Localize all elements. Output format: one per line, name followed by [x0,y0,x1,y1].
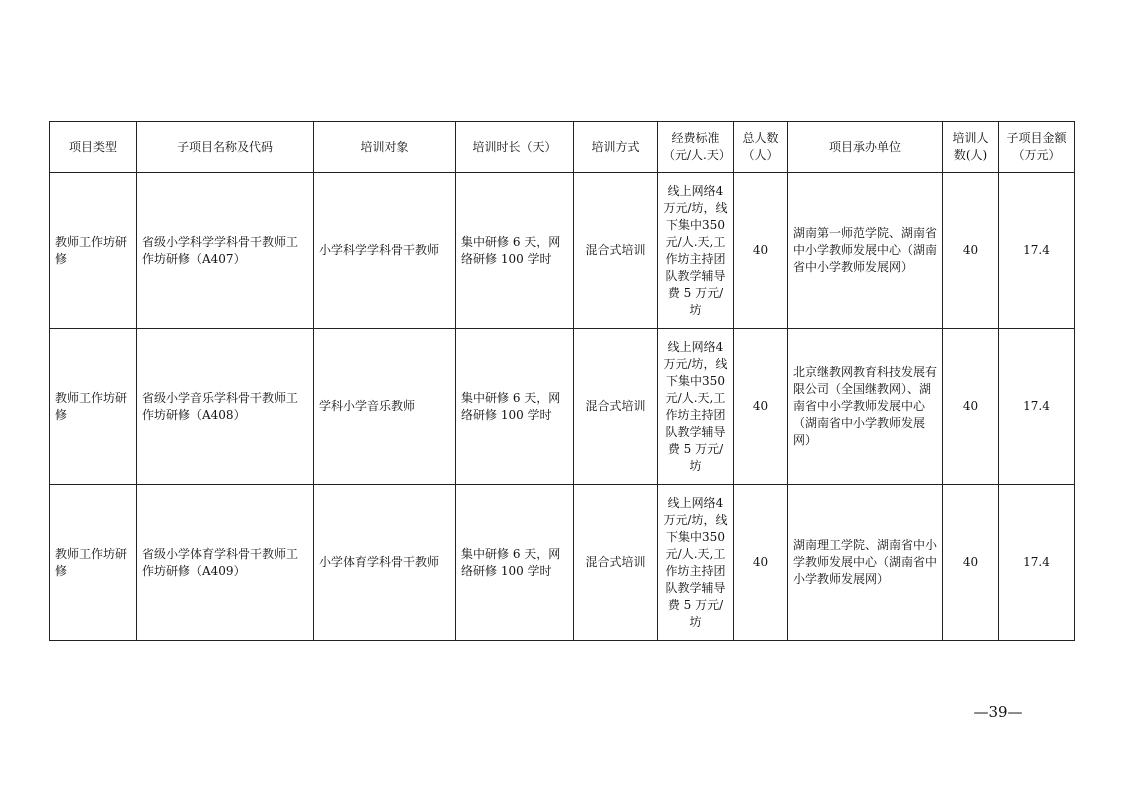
cell-organizer: 湖南理工学院、湖南省中小学教师发展中心（湖南省中小学教师发展网） [788,485,943,641]
cell-project-type: 教师工作坊研修 [50,329,137,485]
cell-method: 混合式培训 [574,329,658,485]
cell-target: 小学科学学科骨干教师 [314,173,456,329]
header-duration: 培训时长（天） [456,122,574,173]
cell-duration: 集中研修 6 天，网络研修 100 学时 [456,485,574,641]
cell-subproject-name: 省级小学音乐学科骨干教师工作坊研修（A408） [137,329,314,485]
cell-fee: 线上网络4万元/坊，线下集中350元/人.天,工作坊主持团队教学辅导费 5 万元/坊 [658,329,734,485]
header-fee: 经费标准（元/人.天） [658,122,734,173]
page-number: —39— [973,703,1023,721]
cell-subproject-name: 省级小学科学学科骨干教师工作坊研修（A407） [137,173,314,329]
cell-total: 40 [734,329,788,485]
cell-amount: 17.4 [999,329,1075,485]
cell-project-type: 教师工作坊研修 [50,173,137,329]
cell-method: 混合式培训 [574,173,658,329]
cell-duration: 集中研修 6 天，网络研修 100 学时 [456,329,574,485]
cell-total: 40 [734,485,788,641]
cell-duration: 集中研修 6 天，网络研修 100 学时 [456,173,574,329]
header-target: 培训对象 [314,122,456,173]
cell-trainees: 40 [943,485,999,641]
cell-organizer: 北京继教网教育科技发展有限公司（全国继教网）、湖南省中小学教师发展中心（湖南省中小学教师发展网） [788,329,943,485]
table-header-row [50,122,1075,173]
cell-fee: 线上网络4万元/坊，线下集中350元/人.天,工作坊主持团队教学辅导费 5 万元/坊 [658,173,734,329]
cell-organizer: 湖南第一师范学院、湖南省中小学教师发展中心（湖南省中小学教师发展网） [788,173,943,329]
header-subproject-name: 子项目名称及代码 [137,122,314,173]
cell-method: 混合式培训 [574,485,658,641]
table-row [50,329,1075,485]
header-total: 总人数（人） [734,122,788,173]
cell-subproject-name: 省级小学体育学科骨干教师工作坊研修（A409） [137,485,314,641]
project-table [49,121,1075,641]
header-trainees: 培训人数(人) [943,122,999,173]
cell-trainees: 40 [943,173,999,329]
cell-target: 小学体育学科骨干教师 [314,485,456,641]
cell-project-type: 教师工作坊研修 [50,485,137,641]
cell-fee: 线上网络4万元/坊，线下集中350元/人.天,工作坊主持团队教学辅导费 5 万元/坊 [658,485,734,641]
cell-target: 学科小学音乐教师 [314,329,456,485]
cell-amount: 17.4 [999,173,1075,329]
header-method: 培训方式 [574,122,658,173]
table-row [50,173,1075,329]
cell-total: 40 [734,173,788,329]
header-amount: 子项目金额（万元） [999,122,1075,173]
header-project-type: 项目类型 [50,122,137,173]
cell-amount: 17.4 [999,485,1075,641]
cell-trainees: 40 [943,329,999,485]
header-organizer: 项目承办单位 [788,122,943,173]
table-row [50,485,1075,641]
